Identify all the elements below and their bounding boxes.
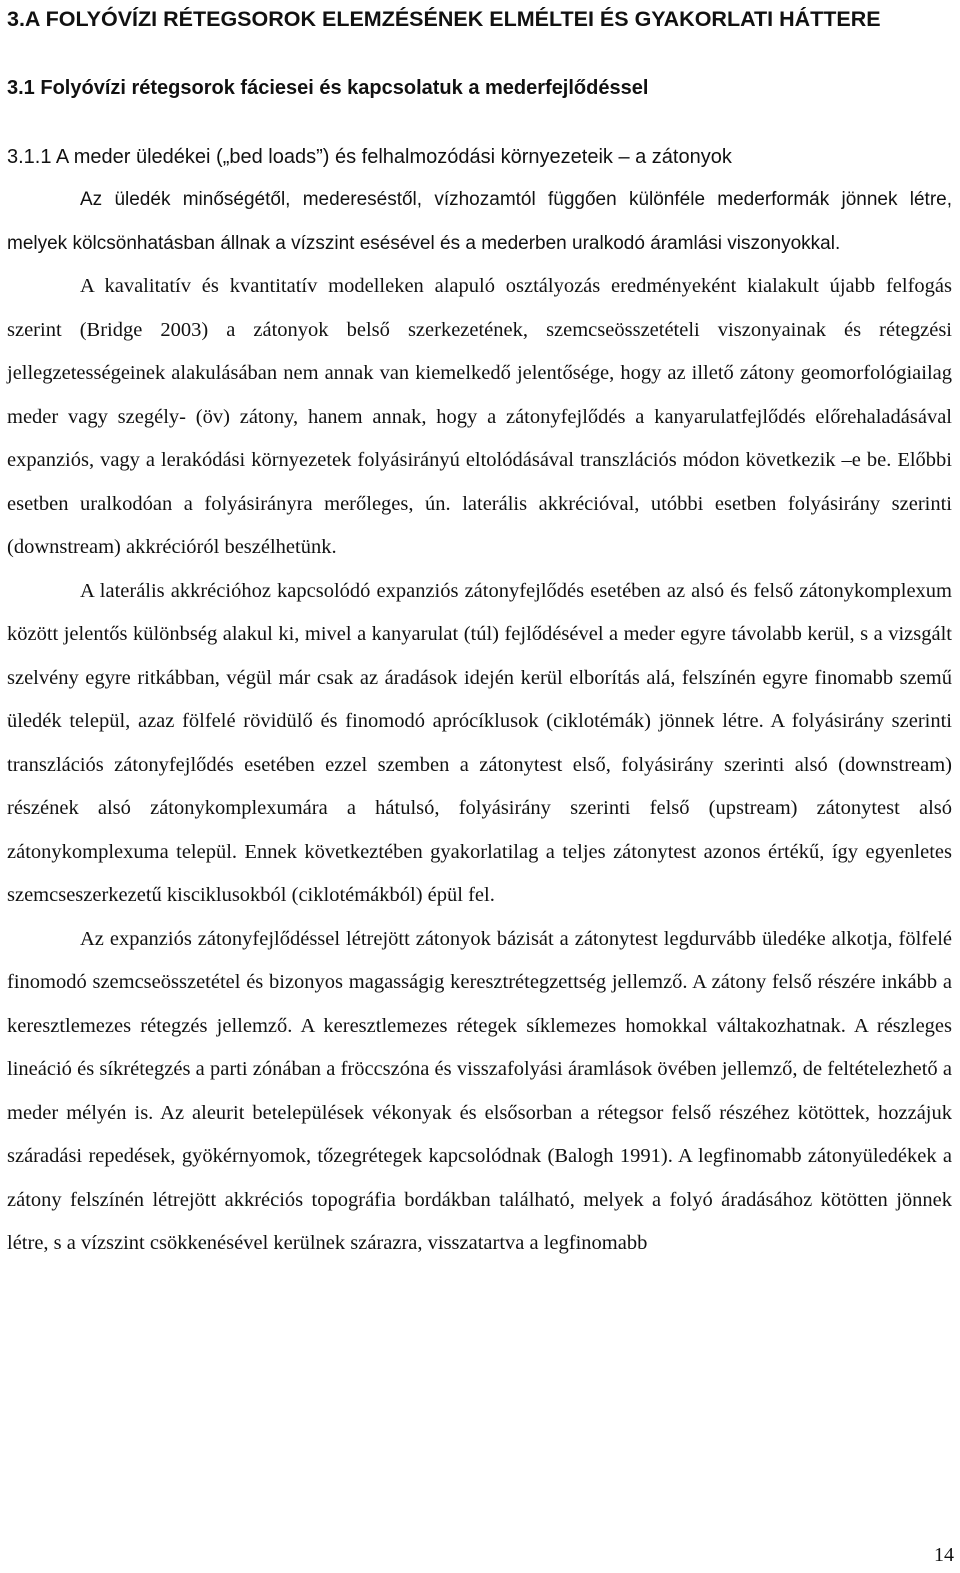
chapter-heading: 3.A FOLYÓVÍZI RÉTEGSOROK ELEMZÉSÉNEK ELMÉLTEI ÉS GYAKORLATI HÁTTERE bbox=[7, 7, 881, 31]
paragraph: A kavalitatív és kvantitatív modelleken alapuló osztályozás eredményeként kialakult újabb felfogás szerint (Bridge 2003) a zátonyok belső szerkezetének, szemcseösszetételi viszonyainak és rétegzési jellegzetességeinek alakulásában nem annak van kiemelkedő jelentősége, hogy az illető zátony geomorfológiailag meder vagy szegély- (öv) zátony, hanem annak, hogy a zátonyfejlődés a kanyarulatfejlődés előrehaladásával expanziós, vagy a lerakódási környezetek folyásirányú eltolódásával transzlációs módon következik –e be. Előbbi esetben uralkodóan a folyásirányra merőleges, ún. laterális akkrécióval, utóbbi esetben folyásirány szerinti (downstream) akkrécióról beszélhetünk. bbox=[7, 275, 952, 558]
section-heading: 3.1 Folyóvízi rétegsorok fáciesei és kapcsolatuk a mederfejlődéssel bbox=[7, 77, 649, 99]
page-number: 14 bbox=[934, 1544, 954, 1566]
paragraph: Az expanziós zátonyfejlődéssel létrejött zátonyok bázisát a zátonytest legdurvább üledéke alkotja, fölfelé finomodó szemcseösszetétel és bizonyos magasságig keresztrétegzettség jellemző. A zátony felső részére inkább a keresztlemezes rétegzés jellemző. A keresztlemezes rétegek síklemezes homokkal váltakozhatnak. A részleges lineáció és síkrétegzés a parti zónában a fröccszóna és visszafolyási áramlások övében jellemző, de feltételezhető a meder mélyén is. Az aleurit betelepülések vékonyak és elsősorban a rétegsor felső részéhez kötöttek, hozzájuk száradási repedések, gyökérnyomok, tőzegrétegek kapcsolódnak (Balogh 1991). A legfinomabb zátonyüledékek a zátony felszínén létrejött akkréciós topográfia bordákban található, melyek a folyó áradásához kötötten jönnek létre, s a vízszint csökkenésével kerülnek szárazra, visszatartva a legfinomabb bbox=[7, 927, 952, 1254]
paragraph: A laterális akkrécióhoz kapcsolódó expanziós zátonyfejlődés esetében az alsó és felső zátonykomplexum között jelentős különbség alakul ki, mivel a kanyarulat (túl) fejlődésével a meder egyre távolabb kerül, s a vizsgált szelvény egyre ritkábban, végül már csak az áradások idején kerül elborítás alá, felszínén egyre finomabb szemű üledék települ, azaz fölfelé rövidülő és finomodó aprócíklusok (ciklotémák) jönnek létre. A folyásirány szerinti transzlációs zátonyfejlődés esetében ezzel szemben a zátonytest első, folyásirány szerinti alsó (downstream) részének alsó zátonykomplexumára a hátulsó, folyásirány szerinti felső (upstream) zátonytest alsó zátonykomplexuma települ. Ennek következtében gyakorlatilag a teljes zátonytest azonos értékű, így egyenletes szemcseszerkezetű kisciklusokból (ciklotémákból) épül fel. bbox=[7, 579, 952, 906]
subsection-heading: 3.1.1 A meder üledékei („bed loads”) és felhalmozódási környezeteik – a zátonyok bbox=[7, 146, 732, 168]
body-text bbox=[7, 178, 952, 1266]
paragraph: Az üledék minőségétől, medereséstől, vízhozamtól függően különféle mederformák jönnek létre, melyek kölcsönhatásban állnak a vízszint esésével és a mederben uralkodó áramlási viszonyokkal. bbox=[7, 189, 952, 254]
